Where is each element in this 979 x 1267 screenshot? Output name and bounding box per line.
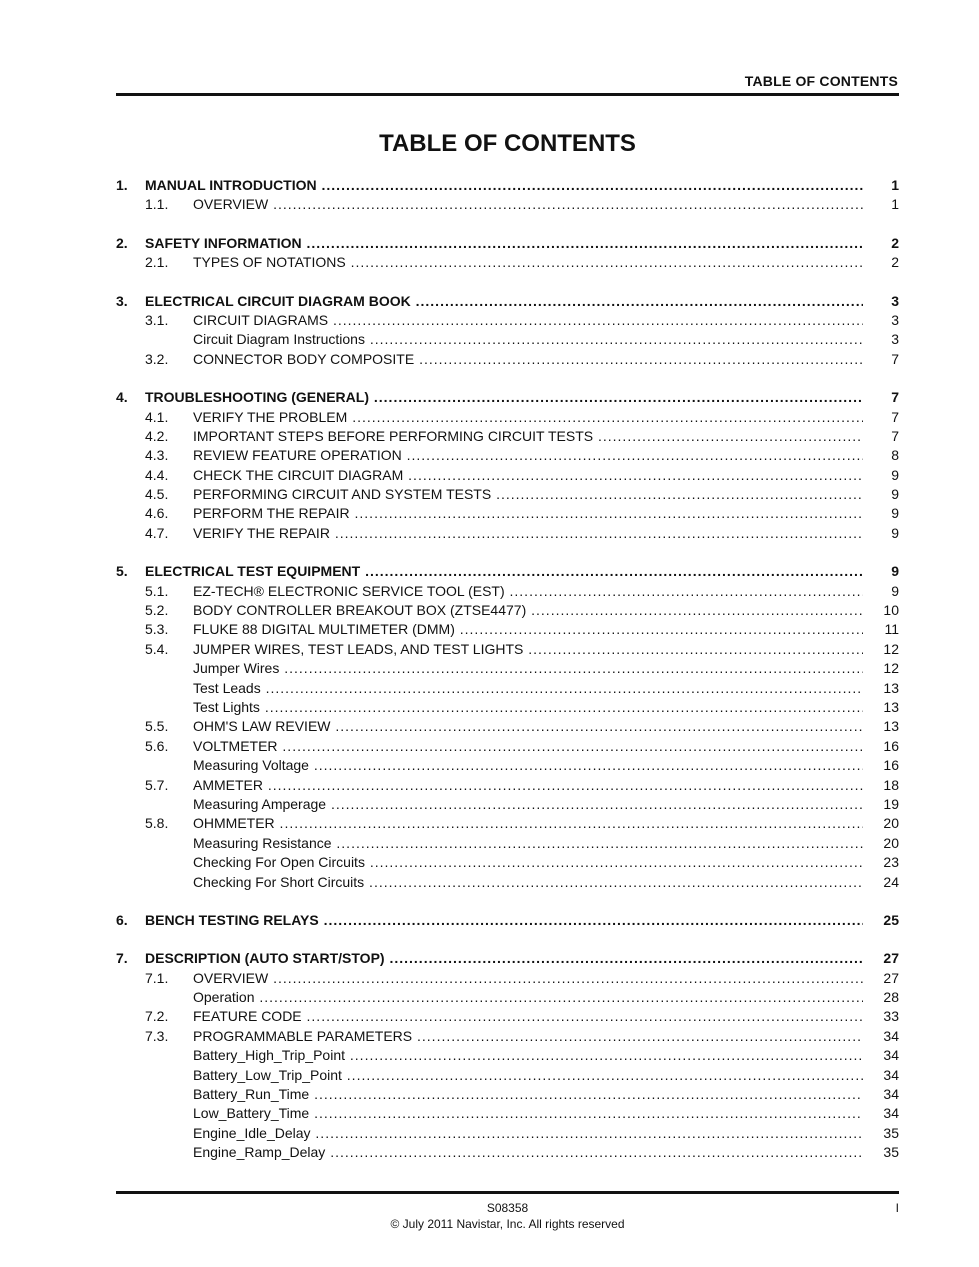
toc-entry-number: 1. bbox=[116, 177, 128, 193]
toc-entry[interactable] bbox=[0, 408, 979, 427]
toc-entry[interactable] bbox=[0, 949, 979, 968]
toc-entry-number: 6. bbox=[116, 911, 128, 928]
toc-entry-title: VERIFY THE REPAIR ..... bbox=[193, 524, 863, 543]
toc-entry-page: 12 bbox=[883, 640, 899, 657]
toc-entry-number: 2. bbox=[116, 234, 128, 251]
toc-entry-number: 3.2. bbox=[145, 350, 169, 367]
toc-entry[interactable] bbox=[0, 446, 979, 465]
toc-entry[interactable] bbox=[0, 466, 979, 485]
toc-entry-title: FEATURE CODE ..... bbox=[193, 1007, 863, 1026]
toc-entry-number: 2.1. bbox=[145, 254, 169, 271]
toc-entry-title: Battery_High_Trip_Point ..... bbox=[193, 1046, 863, 1065]
toc-entry[interactable] bbox=[0, 330, 979, 349]
toc-entry[interactable] bbox=[0, 234, 979, 253]
toc-entry-number: 4.6. bbox=[145, 505, 169, 522]
toc-entry[interactable] bbox=[0, 1104, 979, 1123]
toc-entry-number: 4.3. bbox=[145, 447, 169, 464]
toc-entry-page: 34 bbox=[883, 1105, 899, 1122]
toc-entry-number: 5. bbox=[116, 563, 128, 580]
toc-entry-title: PERFORMING CIRCUIT AND SYSTEM TESTS ..... bbox=[193, 485, 863, 504]
toc-entry-number: 4. bbox=[116, 389, 128, 406]
toc-entry-title: SAFETY INFORMATION ..... bbox=[145, 234, 863, 253]
toc-entry[interactable] bbox=[0, 311, 979, 330]
toc-entry[interactable] bbox=[0, 350, 979, 369]
toc-entry-page: 34 bbox=[883, 1066, 899, 1083]
toc-entry[interactable] bbox=[0, 911, 979, 930]
toc-entry[interactable] bbox=[0, 1085, 979, 1104]
toc-entry[interactable] bbox=[0, 814, 979, 833]
toc-entry[interactable] bbox=[0, 1124, 979, 1143]
toc-entry-number: 3.1. bbox=[145, 311, 169, 328]
toc-entry-page: 2 bbox=[891, 234, 899, 251]
toc-entry-page: 35 bbox=[883, 1124, 899, 1141]
footer-doc-code: S08358 bbox=[486, 1201, 529, 1215]
toc-entry-number: 5.8. bbox=[145, 815, 169, 832]
toc-entry-page: 13 bbox=[883, 718, 899, 735]
toc-entry-title: Battery_Low_Trip_Point ..... bbox=[193, 1066, 863, 1085]
toc-entry-title: ELECTRICAL TEST EQUIPMENT ..... bbox=[145, 562, 863, 581]
toc-entry-page: 9 bbox=[891, 524, 899, 541]
toc-entry-title: Battery_Run_Time ..... bbox=[193, 1085, 863, 1104]
toc-entry-page: 27 bbox=[883, 950, 899, 967]
toc-entry-page: 7 bbox=[891, 350, 899, 367]
toc-entry-page: 25 bbox=[883, 911, 899, 928]
toc-entry-page: 18 bbox=[883, 776, 899, 793]
toc-entry-page: 27 bbox=[883, 969, 899, 986]
toc-entry[interactable] bbox=[0, 582, 979, 601]
toc-entry[interactable] bbox=[0, 485, 979, 504]
toc-entry-title: MANUAL INTRODUCTION ..... bbox=[145, 176, 863, 195]
toc-entry[interactable] bbox=[0, 659, 979, 678]
toc-entry-page: 20 bbox=[883, 834, 899, 851]
footer-rule bbox=[116, 1191, 899, 1194]
toc-entry-page: 13 bbox=[883, 679, 899, 696]
toc-entry-title: Jumper Wires ..... bbox=[193, 659, 863, 678]
toc-entry-number: 4.7. bbox=[145, 524, 169, 541]
toc-entry-title: Measuring Voltage ..... bbox=[193, 756, 863, 775]
toc-entry-title: IMPORTANT STEPS BEFORE PERFORMING CIRCUIT TESTS ..... bbox=[193, 427, 863, 446]
toc-entry[interactable] bbox=[0, 1027, 979, 1046]
toc-entry-title: VOLTMETER ..... bbox=[193, 737, 863, 756]
toc-entry[interactable] bbox=[0, 176, 979, 195]
toc-entry-page: 20 bbox=[883, 815, 899, 832]
toc-entry-number: 4.5. bbox=[145, 486, 169, 503]
toc-entry-page: 9 bbox=[891, 563, 899, 580]
toc-entry-page: 9 bbox=[891, 582, 899, 599]
toc-entry-page: 13 bbox=[883, 698, 899, 715]
toc-entry-page: 2 bbox=[891, 254, 899, 271]
toc-entry-page: 16 bbox=[883, 737, 899, 754]
toc-entry[interactable] bbox=[0, 679, 979, 698]
toc-entry[interactable] bbox=[0, 524, 979, 543]
toc-entry-title: FLUKE 88 DIGITAL MULTIMETER (DMM) ..... bbox=[193, 620, 863, 639]
toc-entry[interactable] bbox=[0, 717, 979, 736]
toc-entry[interactable] bbox=[0, 620, 979, 639]
toc-entry[interactable] bbox=[0, 253, 979, 272]
toc-entry-title: Operation ..... bbox=[193, 988, 863, 1007]
toc-entry[interactable] bbox=[0, 834, 979, 853]
toc-entry-title: Circuit Diagram Instructions ..... bbox=[193, 330, 863, 349]
footer-copyright: © July 2011 Navistar, Inc. All rights reserved bbox=[390, 1217, 625, 1231]
toc-entry-page: 1 bbox=[891, 196, 899, 213]
toc-entry-page: 34 bbox=[883, 1086, 899, 1103]
toc-entry-page: 16 bbox=[883, 757, 899, 774]
page-title: TABLE OF CONTENTS bbox=[379, 130, 636, 157]
header-rule bbox=[116, 93, 899, 96]
toc-entry-title: BENCH TESTING RELAYS ..... bbox=[145, 911, 863, 930]
toc-list bbox=[0, 176, 979, 1163]
toc-entry[interactable] bbox=[0, 795, 979, 814]
footer-page-number: I bbox=[895, 1201, 899, 1215]
toc-entry-title: DESCRIPTION (AUTO START/STOP) ..... bbox=[145, 949, 863, 968]
toc-entry-page: 34 bbox=[883, 1027, 899, 1044]
toc-entry[interactable] bbox=[0, 504, 979, 523]
toc-entry-page: 3 bbox=[891, 311, 899, 328]
toc-entry-page: 7 bbox=[891, 427, 899, 444]
toc-entry-title: PERFORM THE REPAIR ..... bbox=[193, 504, 863, 523]
toc-entry-number: 5.1. bbox=[145, 582, 169, 599]
toc-entry-title: TYPES OF NOTATIONS ..... bbox=[193, 253, 863, 272]
toc-entry[interactable] bbox=[0, 1007, 979, 1026]
toc-entry-page: 28 bbox=[883, 989, 899, 1006]
toc-entry-title: Test Leads ..... bbox=[193, 679, 863, 698]
toc-entry[interactable] bbox=[0, 1143, 979, 1162]
toc-entry-number: 4.2. bbox=[145, 427, 169, 444]
toc-entry-number: 7.2. bbox=[145, 1008, 169, 1025]
toc-entry-title: CIRCUIT DIAGRAMS ..... bbox=[193, 311, 863, 330]
toc-entry-title: Checking For Short Circuits ..... bbox=[193, 873, 863, 892]
toc-entry-number: 5.5. bbox=[145, 718, 169, 735]
toc-entry[interactable] bbox=[0, 640, 979, 659]
toc-entry-title: Engine_Idle_Delay ..... bbox=[193, 1124, 863, 1143]
toc-entry-page: 3 bbox=[891, 292, 899, 309]
toc-entry-page: 9 bbox=[891, 505, 899, 522]
toc-entry[interactable] bbox=[0, 1066, 979, 1085]
toc-entry-page: 9 bbox=[891, 466, 899, 483]
toc-entry[interactable] bbox=[0, 969, 979, 988]
toc-entry-title: Engine_Ramp_Delay ..... bbox=[193, 1143, 863, 1162]
toc-entry[interactable] bbox=[0, 873, 979, 892]
toc-entry-page: 8 bbox=[891, 447, 899, 464]
toc-entry-number: 5.2. bbox=[145, 602, 169, 619]
toc-entry[interactable] bbox=[0, 776, 979, 795]
toc-entry-title: OVERVIEW ..... bbox=[193, 195, 863, 214]
toc-entry-page: 24 bbox=[883, 873, 899, 890]
toc-entry-title: Measuring Amperage ..... bbox=[193, 795, 863, 814]
toc-entry[interactable] bbox=[0, 427, 979, 446]
toc-entry-number: 5.7. bbox=[145, 776, 169, 793]
toc-entry-title: EZ-TECH® ELECTRONIC SERVICE TOOL (EST) ..... bbox=[193, 582, 863, 601]
toc-entry-number: 3. bbox=[116, 292, 128, 309]
toc-entry-page: 33 bbox=[883, 1008, 899, 1025]
toc-entry-page: 34 bbox=[883, 1047, 899, 1064]
toc-entry-title: CHECK THE CIRCUIT DIAGRAM ..... bbox=[193, 466, 863, 485]
toc-entry[interactable] bbox=[0, 292, 979, 311]
toc-entry-title: CONNECTOR BODY COMPOSITE ..... bbox=[193, 350, 863, 369]
toc-entry-page: 12 bbox=[883, 660, 899, 677]
toc-entry[interactable] bbox=[0, 388, 979, 407]
toc-entry-number: 7.1. bbox=[145, 969, 169, 986]
toc-entry[interactable] bbox=[0, 737, 979, 756]
toc-entry-page: 7 bbox=[891, 408, 899, 425]
toc-entry-title: JUMPER WIRES, TEST LEADS, AND TEST LIGHTS ..... bbox=[193, 640, 863, 659]
toc-entry-number: 5.4. bbox=[145, 640, 169, 657]
toc-entry-page: 1 bbox=[891, 177, 899, 193]
toc-entry-title: Low_Battery_Time ..... bbox=[193, 1104, 863, 1123]
toc-entry-number: 1.1. bbox=[145, 196, 169, 213]
toc-entry-page: 11 bbox=[884, 621, 899, 638]
toc-entry-page: 3 bbox=[891, 331, 899, 348]
toc-entry[interactable] bbox=[0, 988, 979, 1007]
toc-entry-title: OVERVIEW ..... bbox=[193, 969, 863, 988]
toc-entry[interactable] bbox=[0, 562, 979, 581]
toc-entry-number: 4.4. bbox=[145, 466, 169, 483]
toc-entry-number: 5.6. bbox=[145, 737, 169, 754]
toc-entry-page: 19 bbox=[883, 795, 899, 812]
toc-entry[interactable] bbox=[0, 1046, 979, 1065]
running-header-title: TABLE OF CONTENTS bbox=[744, 73, 898, 89]
toc-entry-title: BODY CONTROLLER BREAKOUT BOX (ZTSE4477) ..... bbox=[193, 601, 863, 620]
toc-entry-number: 7. bbox=[116, 950, 128, 967]
toc-entry-title: Checking For Open Circuits ..... bbox=[193, 853, 863, 872]
toc-entry-page: 10 bbox=[883, 602, 899, 619]
toc-entry-title: Measuring Resistance ..... bbox=[193, 834, 863, 853]
toc-entry[interactable] bbox=[0, 601, 979, 620]
toc-entry-page: 7 bbox=[891, 389, 899, 406]
toc-entry-title: OHM'S LAW REVIEW ..... bbox=[193, 717, 863, 736]
toc-entry-title: OHMMETER ..... bbox=[193, 814, 863, 833]
toc-entry-title: TROUBLESHOOTING (GENERAL) ..... bbox=[145, 388, 863, 407]
toc-entry-page: 23 bbox=[883, 854, 899, 871]
toc-entry-title: PROGRAMMABLE PARAMETERS ..... bbox=[193, 1027, 863, 1046]
toc-entry-page: 35 bbox=[883, 1144, 899, 1161]
toc-entry[interactable] bbox=[0, 853, 979, 872]
toc-entry-number: 4.1. bbox=[145, 408, 169, 425]
toc-entry[interactable] bbox=[0, 195, 979, 214]
toc-entry-page: 9 bbox=[891, 486, 899, 503]
toc-entry-number: 5.3. bbox=[145, 621, 169, 638]
toc-entry-title: REVIEW FEATURE OPERATION ..... bbox=[193, 446, 863, 465]
toc-entry[interactable] bbox=[0, 756, 979, 775]
toc-entry-number: 7.3. bbox=[145, 1027, 169, 1044]
toc-entry-title: Test Lights ..... bbox=[193, 698, 863, 717]
toc-entry-title: ELECTRICAL CIRCUIT DIAGRAM BOOK ..... bbox=[145, 292, 863, 311]
toc-entry-title: VERIFY THE PROBLEM ..... bbox=[193, 408, 863, 427]
toc-entry[interactable] bbox=[0, 698, 979, 717]
toc-entry-title: AMMETER ..... bbox=[193, 776, 863, 795]
